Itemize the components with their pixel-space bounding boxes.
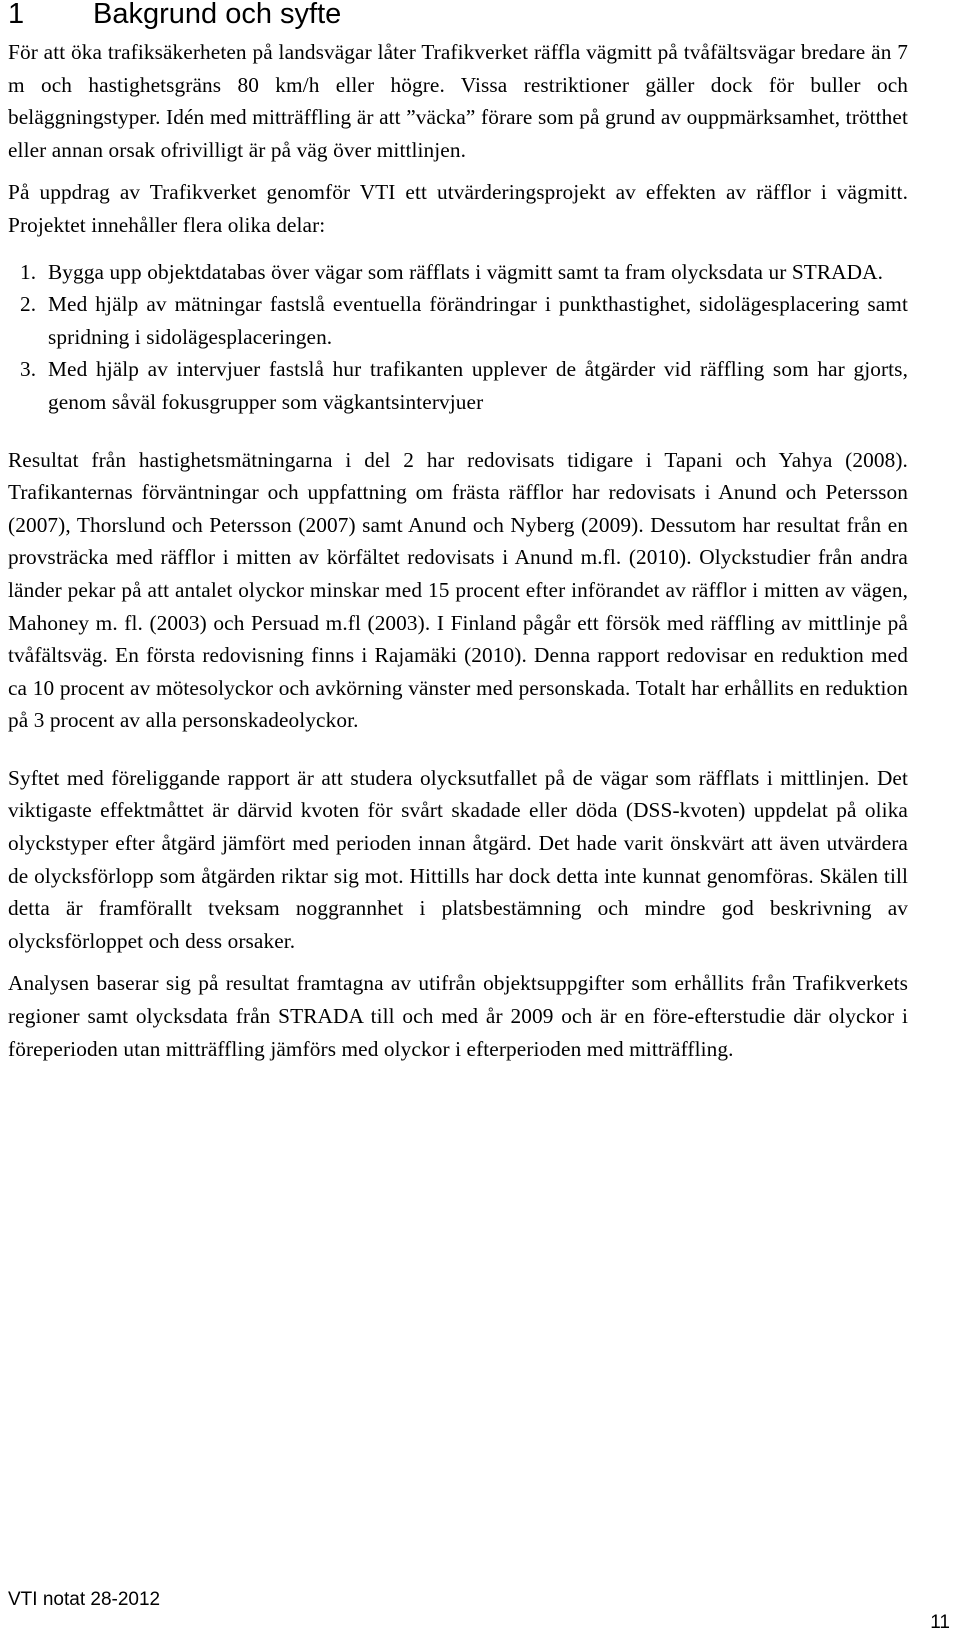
section-heading (8, 0, 341, 32)
list-item-number: 3. (20, 357, 37, 382)
body-text (8, 36, 908, 1065)
page-number: 11 (930, 1612, 950, 1633)
list-item-number: 2. (20, 292, 37, 317)
paragraph-purpose: Syftet med föreliggande rapport är att studera olycksutfallet på de vägar som räfflats i mittlinjen. Det viktigaste effektmåttet är därvid kvoten för svårt skadade eller döda (DSS-kvoten) uppdelat på olika olyckstyper efter åtgärd jämfört med perioden innan åtgärd. Det hade varit önskvärt att även utvärdera de olycksförlopp som åtgärden riktar sig mot. Hittills har dock detta inte kunnat genomföras. Skälen till detta är framförallt tveksam noggrannhet i platsbestämning och mindre god beskrivning av olycksförloppet och dess orsaker. (8, 765, 908, 953)
list-item-text: Med hjälp av mätningar fastslå eventuella förändringar i punkthastighet, sidolägesplacering samt spridning i sidolägesplaceringen. (48, 292, 908, 349)
list-item-text: Med hjälp av intervjuer fastslå hur trafikanten upplever de åtgärder vid räffling som har gjorts, genom såväl fokusgrupper som vägkantsintervjuer (48, 357, 908, 414)
paragraph-analysis: Analysen baserar sig på resultat framtagna av utifrån objektsuppgifter som erhållits från Trafikverkets regioner samt olycksdata från STRADA till och med år 2009 och är en före-efterstudie där olyckor i föreperioden utan mitträffling jämförs med olyckor i efterperioden med mitträffling. (8, 971, 908, 1061)
report-id: VTI notat 28-2012 (8, 1589, 161, 1610)
section-number: 1 (8, 0, 25, 30)
list-item-number: 1. (20, 259, 37, 284)
list-item (8, 353, 908, 418)
paragraph-background: För att öka trafiksäkerheten på landsvägar låter Trafikverket räffla vägmitt på tvåfältsvägar bredare än 7 m och hastighetsgräns 80 km/h eller högre. Vissa restriktioner gäller dock för buller och beläggningstyper. Idén med mitträffling är att ”väcka” förare som på grund av ouppmärksamhet, trötthet eller annan orsak ofrivilligt är på väg över mittlinjen. (8, 40, 908, 162)
paragraph-previous-results: Resultat från hastighetsmätningarna i del 2 har redovisats tidigare i Tapani och Yahya (2008). Trafikanternas förväntningar och uppfattning om frästa räfflor har redovisats i Anund och Petersson (2007), Thorslund och Petersson (2007) samt Anund och Nyberg (2009). Dessutom har resultat från en provsträcka med räfflor i mitten av körfältet redovisats i Anund m.fl. (2010). Olyckstudier från andra länder pekar på att antalet olyckor minskar med 15 procent efter införandet av räfflor i mitten av vägen, Mahoney m. fl. (2003) och Persuad m.fl (2003). I Finland pågår ett försök med räffling av mittlinje på tvåfältsväg. En första redovisning finns i Rajamäki (2010). Denna rapport redovisar en reduktion med ca 10 procent av mötesolyckor och avkörning vänster med personskada. Totalt har erhållits en reduktion på 3 procent av alla personskadeolyckor. (8, 447, 908, 733)
paragraph-project: På uppdrag av Trafikverket genomför VTI ett utvärderingsprojekt av effekten av räfflor i vägmitt. Projektet innehåller flera olika delar: (8, 180, 908, 237)
project-parts-list (8, 256, 908, 419)
list-item (8, 288, 908, 353)
list-item (8, 256, 908, 289)
list-item-text: Bygga upp objektdatabas över vägar som räfflats i vägmitt samt ta fram olycksdata ur STRADA. (48, 259, 884, 284)
section-title: Bakgrund och syfte (93, 0, 342, 30)
